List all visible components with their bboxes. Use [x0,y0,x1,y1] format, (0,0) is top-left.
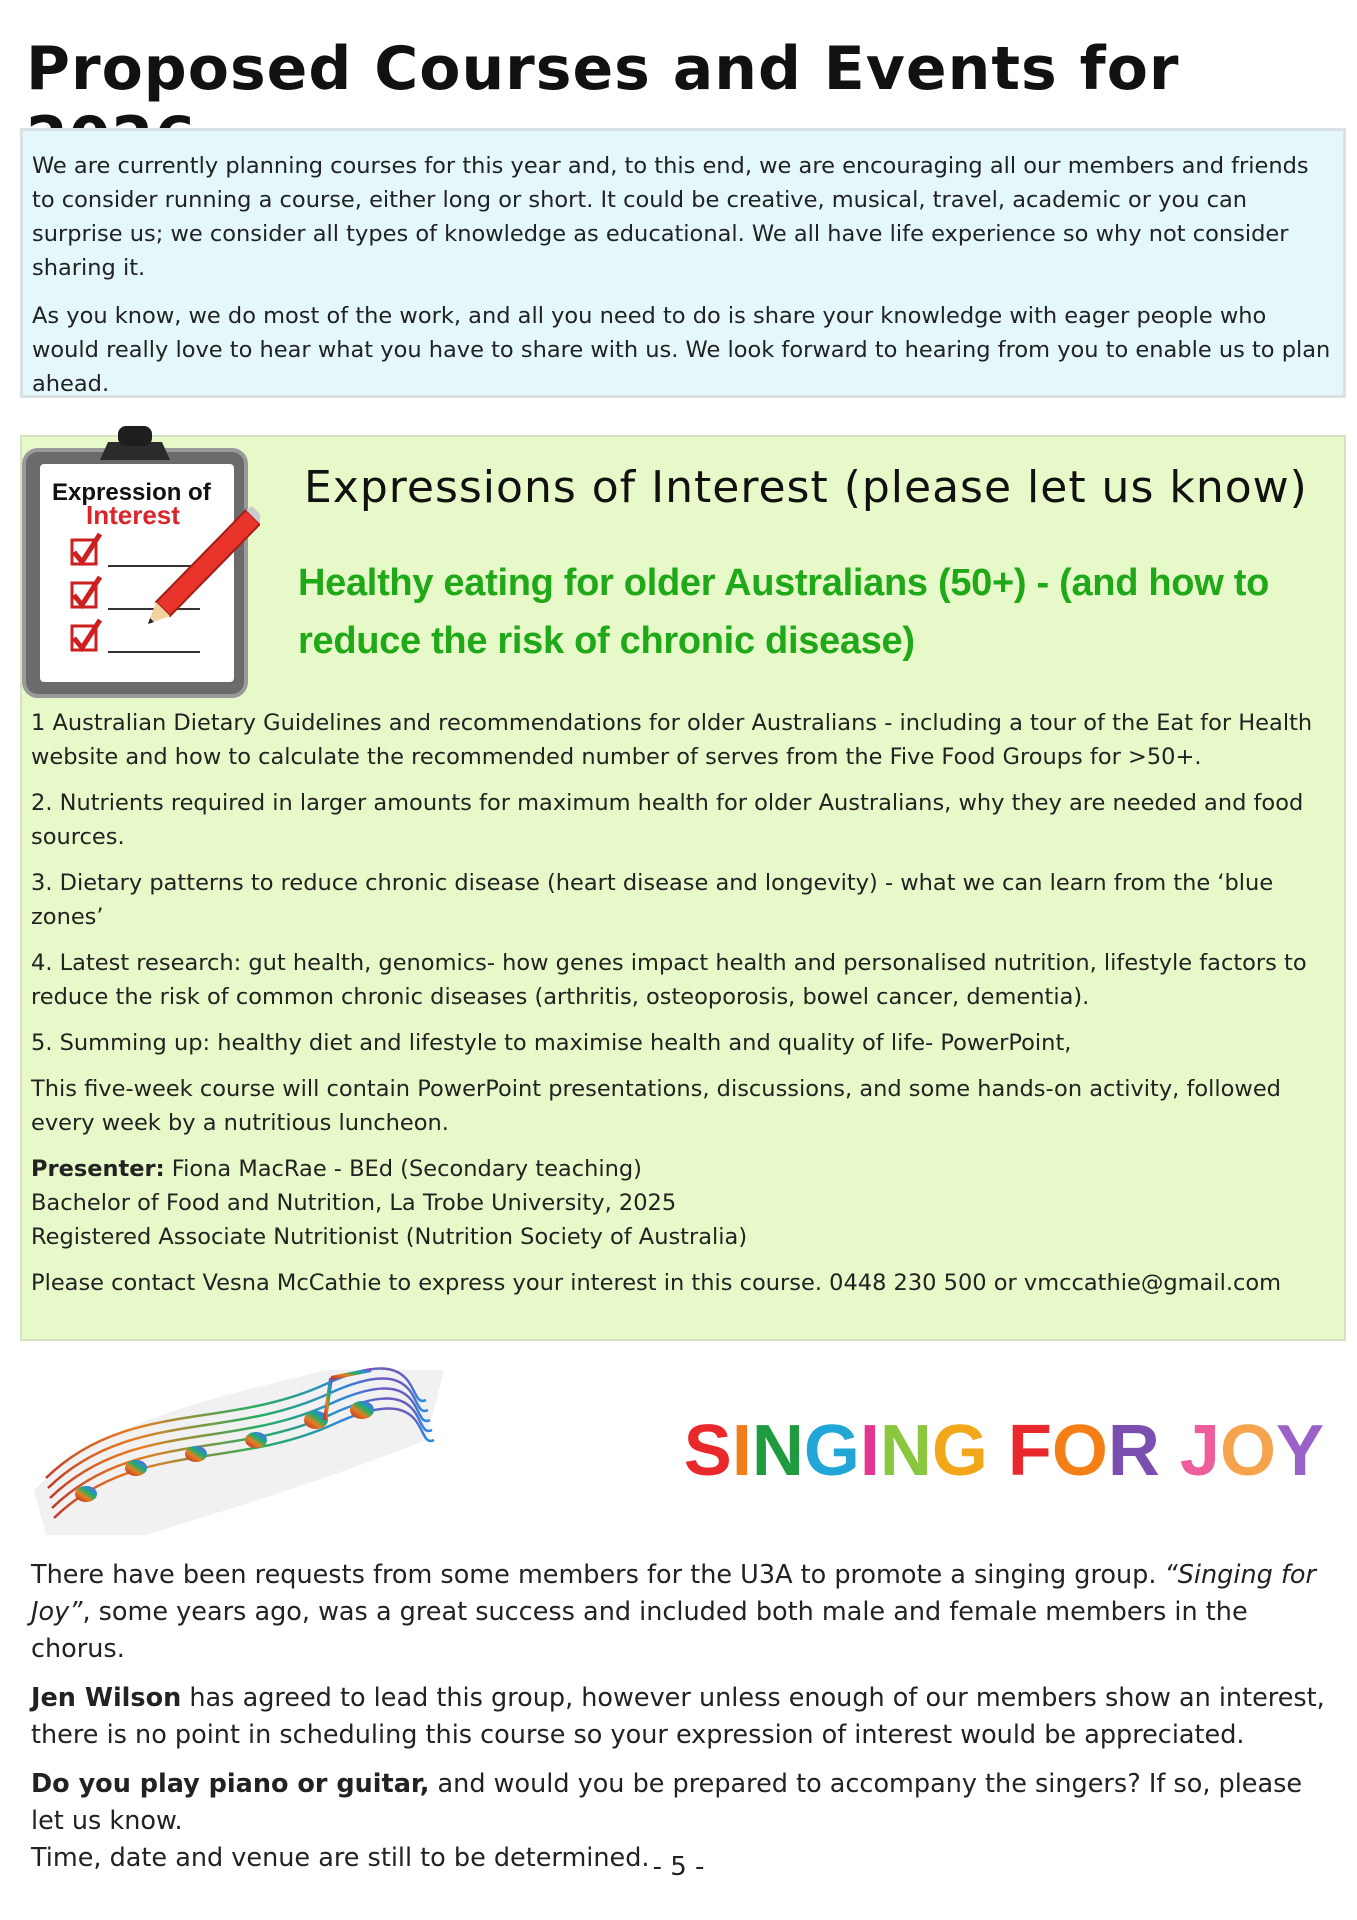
logo-letter [988,1411,1008,1491]
course-summary: This five-week course will contain PowerPoint presentations, discussions, and some hands-on activity, followed every week by a nutritious luncheon. [31,1076,1281,1136]
course-details [31,706,1331,1312]
contact-line: Please contact Vesna McCathie to express your interest in this course. 0448 230 500 or vmccathie@gmail.com [31,1270,1282,1296]
presenter-label: Presenter: [31,1156,165,1182]
singing-p2-text: has agreed to lead this group, however unless enough of our members show an interest, there is no point in scheduling this course so your expression of interest would be appreciated. [31,1683,1325,1750]
logo-letter: I [731,1411,752,1491]
logo-letter: O [1051,1411,1108,1491]
logo-letter: N [879,1411,932,1491]
page-number: - 5 - [652,1852,705,1882]
clipboard-label-line1: Expression of [52,479,211,506]
time-venue-note: Time, date and venue are still to be determined. [31,1843,650,1873]
course-title: Healthy eating for older Australians (50+) - (and how to reduce the risk of chronic disease) [298,562,1269,662]
singing-p1-italic: “Singing for Joy” [31,1560,1316,1627]
singing-section [31,1557,1341,1889]
singing-p1-text-end: , some years ago, was a great success and included both male and female members in the chorus. [31,1597,1248,1664]
logo-letter: F [1007,1411,1052,1491]
logo-letter: Y [1275,1411,1324,1491]
singing-for-joy-logo [684,1410,1324,1492]
singing-p3-text: and would you be prepared to accompany the singers? If so, please let us know. [31,1769,1303,1836]
course-item-4: 4. Latest research: gut health, genomics- how genes impact health and personalised nutrition, lifestyle factors to reduce the risk of common chronic diseases (arthritis, osteoporosis, bowel cancer, dementia). [31,950,1307,1010]
course-item-5: 5. Summing up: healthy diet and lifestyle to maximise health and quality of life- PowerPoint, [31,1030,1072,1056]
course-item-2: 2. Nutrients required in larger amounts for maximum health for older Australians, why they are needed and food sources. [31,790,1304,850]
singing-paragraph-2 [31,1680,1341,1754]
logo-letter: R [1107,1411,1160,1491]
presenter-name: Fiona MacRae - BEd (Secondary teaching) [164,1156,642,1182]
presenter-details [31,1152,1331,1254]
intro-box [20,128,1346,398]
intro-paragraph-2: As you know, we do most of the work, and all you need to do is share your knowledge with eager people who would really love to hear what you have to share with us. We look forward to hearing from you to enable us to plan ahead. [32,303,1331,397]
presenter-qualification-2: Registered Associate Nutritionist (Nutrition Society of Australia) [31,1224,748,1250]
logo-letter [1160,1411,1180,1491]
page-title: Proposed Courses and Events for [26,34,1180,104]
logo-letter: J [1179,1411,1220,1491]
logo-letter: S [683,1411,732,1491]
singing-paragraph-1 [31,1557,1341,1668]
logo-letter: G [931,1411,988,1491]
leader-name: Jen Wilson [31,1683,182,1713]
music-notes-icon [26,1360,446,1540]
clipboard-label-line2: Interest [86,500,180,530]
logo-letter: G [803,1411,860,1491]
presenter-qualification-1: Bachelor of Food and Nutrition, La Trobe University, 2025 [31,1190,677,1216]
course-item-3: 3. Dietary patterns to reduce chronic disease (heart disease and longevity) - what we can learn from the ‘blue zones’ [31,870,1274,930]
course-item-1: 1 Australian Dietary Guidelines and recommendations for older Australians - including a tour of the Eat for Health website and how to calculate the recommended number of serves from the Five Food Groups for >50+. [31,710,1313,770]
logo-letter: N [751,1411,804,1491]
intro-paragraph-1: We are currently planning courses for this year and, to this end, we are encouraging all our members and friends to consider running a course, either long or short. It could be creative, musical, travel, academic or you can surprise us; we consider all types of knowledge as educational. We all have life experience so why not consider sharing it. [32,153,1309,281]
logo-letter: O [1219,1411,1276,1491]
logo-letter: I [859,1411,880,1491]
clipboard-checklist-icon [20,420,260,698]
singing-p1-text: There have been requests from some members for the U3A to promote a singing group. [31,1560,1165,1590]
accompanist-question: Do you play piano or guitar, [31,1769,430,1799]
expressions-of-interest-heading: Expressions of Interest (please let us know) [304,462,1308,513]
